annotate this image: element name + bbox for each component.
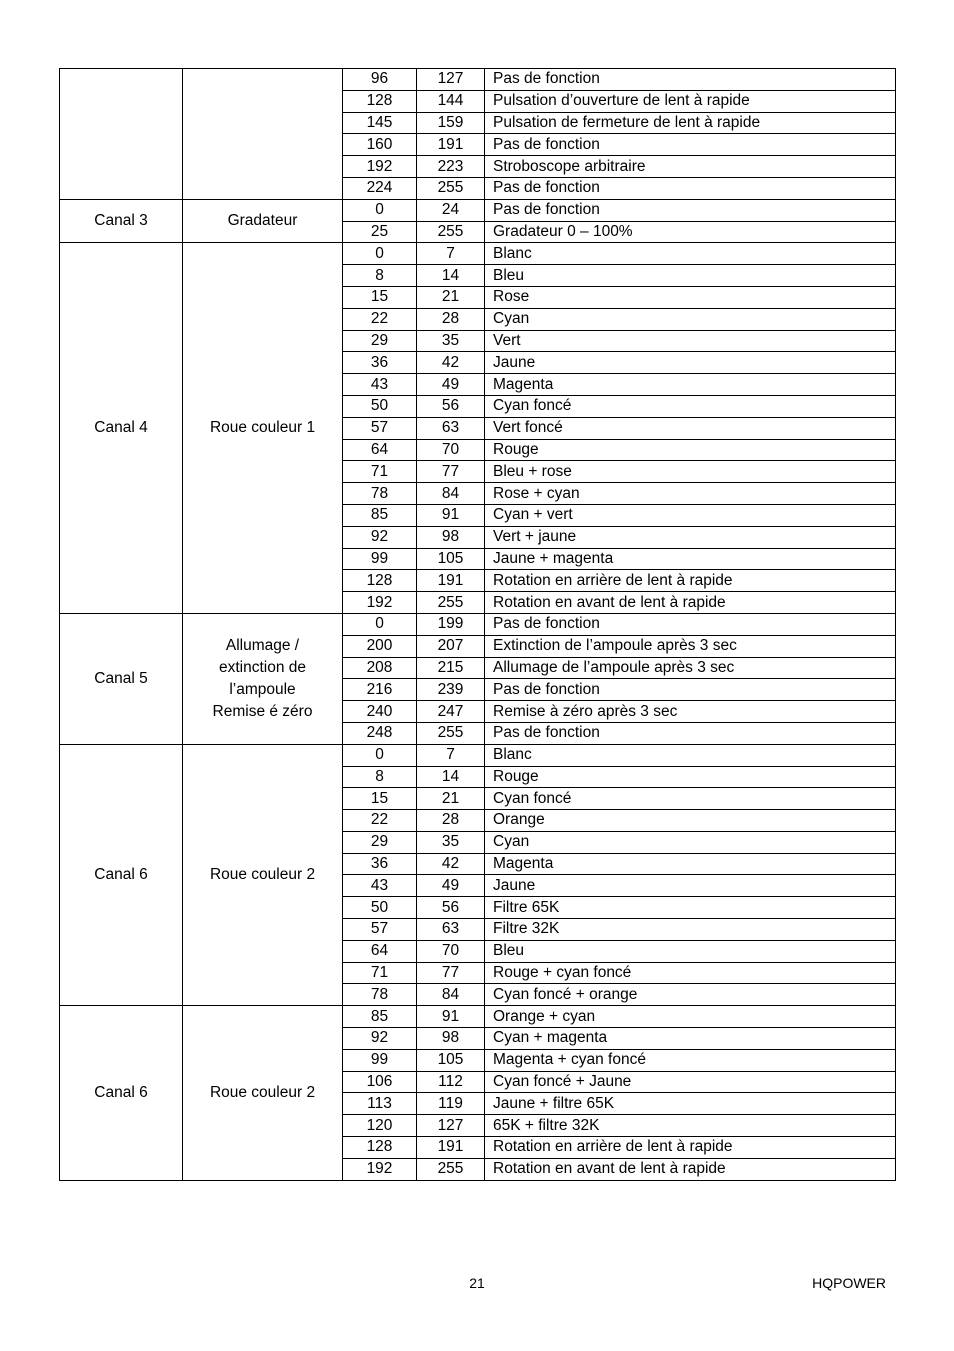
- range-start-cell: 128: [343, 1137, 417, 1159]
- range-end-cell: 255: [417, 722, 485, 744]
- range-end-cell: 56: [417, 395, 485, 417]
- range-start-cell: 160: [343, 134, 417, 156]
- range-end-cell: 63: [417, 417, 485, 439]
- range-end-cell: 191: [417, 134, 485, 156]
- range-start-cell: 25: [343, 221, 417, 243]
- range-start-cell: 64: [343, 940, 417, 962]
- range-start-cell: 145: [343, 112, 417, 134]
- function-cell: [183, 1006, 343, 1180]
- description-cell: Rose: [485, 286, 896, 308]
- function-cell: [183, 199, 343, 243]
- range-start-cell: 50: [343, 897, 417, 919]
- channel-cell: Canal 4: [60, 243, 183, 614]
- table-row: [60, 744, 896, 766]
- range-end-cell: 70: [417, 940, 485, 962]
- range-end-cell: 127: [417, 69, 485, 91]
- table-row: [60, 613, 896, 635]
- range-start-cell: 78: [343, 483, 417, 505]
- range-start-cell: 192: [343, 592, 417, 614]
- range-end-cell: 35: [417, 831, 485, 853]
- description-cell: Rouge: [485, 766, 896, 788]
- dmx-channel-table: [59, 68, 896, 1181]
- description-cell: Blanc: [485, 744, 896, 766]
- range-start-cell: 43: [343, 374, 417, 396]
- range-end-cell: 28: [417, 810, 485, 832]
- function-cell: [183, 69, 343, 200]
- description-cell: Pas de fonction: [485, 134, 896, 156]
- function-line: Roue couleur 1: [209, 419, 316, 437]
- description-cell: Rotation en avant de lent à rapide: [485, 592, 896, 614]
- description-cell: Jaune + magenta: [485, 548, 896, 570]
- description-cell: Rotation en arrière de lent à rapide: [485, 1137, 896, 1159]
- function-line: Allumage /: [225, 636, 300, 654]
- range-start-cell: 8: [343, 265, 417, 287]
- range-end-cell: 105: [417, 548, 485, 570]
- range-end-cell: 105: [417, 1049, 485, 1071]
- description-cell: Vert + jaune: [485, 526, 896, 548]
- description-cell: Pas de fonction: [485, 177, 896, 199]
- description-cell: Gradateur 0 – 100%: [485, 221, 896, 243]
- range-start-cell: 92: [343, 1028, 417, 1050]
- description-cell: Pas de fonction: [485, 199, 896, 221]
- range-end-cell: 98: [417, 526, 485, 548]
- range-start-cell: 0: [343, 744, 417, 766]
- range-end-cell: 255: [417, 1158, 485, 1180]
- table-row: [60, 1006, 896, 1028]
- function-line: Gradateur: [227, 212, 298, 230]
- description-cell: Pas de fonction: [485, 69, 896, 91]
- range-start-cell: 200: [343, 635, 417, 657]
- description-cell: Bleu + rose: [485, 461, 896, 483]
- range-end-cell: 91: [417, 1006, 485, 1028]
- range-end-cell: 247: [417, 701, 485, 723]
- description-cell: Jaune: [485, 352, 896, 374]
- description-cell: Cyan foncé + Jaune: [485, 1071, 896, 1093]
- range-start-cell: 43: [343, 875, 417, 897]
- range-end-cell: 207: [417, 635, 485, 657]
- range-end-cell: 191: [417, 570, 485, 592]
- description-cell: Cyan + vert: [485, 504, 896, 526]
- description-cell: Rose + cyan: [485, 483, 896, 505]
- range-start-cell: 8: [343, 766, 417, 788]
- function-line: Remise é zéro: [212, 702, 313, 720]
- range-start-cell: 71: [343, 461, 417, 483]
- range-end-cell: 77: [417, 962, 485, 984]
- range-start-cell: 216: [343, 679, 417, 701]
- description-cell: Cyan: [485, 308, 896, 330]
- range-start-cell: 22: [343, 810, 417, 832]
- channel-cell: Canal 3: [60, 199, 183, 243]
- description-cell: 65K + filtre 32K: [485, 1115, 896, 1137]
- range-start-cell: 22: [343, 308, 417, 330]
- description-cell: Magenta + cyan foncé: [485, 1049, 896, 1071]
- range-start-cell: 120: [343, 1115, 417, 1137]
- range-start-cell: 92: [343, 526, 417, 548]
- range-end-cell: 255: [417, 177, 485, 199]
- function-line: l’ampoule: [229, 680, 296, 698]
- range-end-cell: 84: [417, 483, 485, 505]
- table-row: [60, 199, 896, 221]
- range-end-cell: 56: [417, 897, 485, 919]
- range-start-cell: 208: [343, 657, 417, 679]
- range-end-cell: 91: [417, 504, 485, 526]
- range-start-cell: 36: [343, 352, 417, 374]
- range-end-cell: 63: [417, 919, 485, 941]
- range-end-cell: 7: [417, 744, 485, 766]
- range-start-cell: 29: [343, 330, 417, 352]
- range-start-cell: 113: [343, 1093, 417, 1115]
- range-start-cell: 57: [343, 919, 417, 941]
- range-start-cell: 192: [343, 1158, 417, 1180]
- range-start-cell: 128: [343, 570, 417, 592]
- range-start-cell: 128: [343, 90, 417, 112]
- function-cell: [183, 613, 343, 744]
- description-cell: Vert: [485, 330, 896, 352]
- channel-cell: Canal 6: [60, 744, 183, 1006]
- description-cell: Pas de fonction: [485, 722, 896, 744]
- range-end-cell: 14: [417, 265, 485, 287]
- range-end-cell: 159: [417, 112, 485, 134]
- range-start-cell: 248: [343, 722, 417, 744]
- range-start-cell: 15: [343, 286, 417, 308]
- description-cell: Jaune: [485, 875, 896, 897]
- range-end-cell: 77: [417, 461, 485, 483]
- function-line: extinction de: [218, 658, 307, 676]
- range-start-cell: 57: [343, 417, 417, 439]
- description-cell: Magenta: [485, 374, 896, 396]
- description-cell: Cyan foncé: [485, 395, 896, 417]
- range-start-cell: 99: [343, 1049, 417, 1071]
- description-cell: Rouge: [485, 439, 896, 461]
- description-cell: Pulsation d’ouverture de lent à rapide: [485, 90, 896, 112]
- range-end-cell: 223: [417, 156, 485, 178]
- range-start-cell: 85: [343, 504, 417, 526]
- range-start-cell: 0: [343, 199, 417, 221]
- range-end-cell: 144: [417, 90, 485, 112]
- description-cell: Blanc: [485, 243, 896, 265]
- range-start-cell: 85: [343, 1006, 417, 1028]
- description-cell: Rotation en arrière de lent à rapide: [485, 570, 896, 592]
- range-end-cell: 98: [417, 1028, 485, 1050]
- range-start-cell: 96: [343, 69, 417, 91]
- range-end-cell: 127: [417, 1115, 485, 1137]
- range-start-cell: 50: [343, 395, 417, 417]
- description-cell: Allumage de l’ampoule après 3 sec: [485, 657, 896, 679]
- range-end-cell: 215: [417, 657, 485, 679]
- range-start-cell: 192: [343, 156, 417, 178]
- range-end-cell: 255: [417, 592, 485, 614]
- range-end-cell: 14: [417, 766, 485, 788]
- description-cell: Cyan: [485, 831, 896, 853]
- description-cell: Orange + cyan: [485, 1006, 896, 1028]
- channel-cell: Canal 6: [60, 1006, 183, 1180]
- range-start-cell: 36: [343, 853, 417, 875]
- description-cell: Filtre 65K: [485, 897, 896, 919]
- description-cell: Pas de fonction: [485, 679, 896, 701]
- description-cell: Cyan + magenta: [485, 1028, 896, 1050]
- range-start-cell: 64: [343, 439, 417, 461]
- description-cell: Vert foncé: [485, 417, 896, 439]
- range-end-cell: 84: [417, 984, 485, 1006]
- description-cell: Filtre 32K: [485, 919, 896, 941]
- description-cell: Magenta: [485, 853, 896, 875]
- description-cell: Bleu: [485, 265, 896, 287]
- range-end-cell: 191: [417, 1137, 485, 1159]
- range-end-cell: 199: [417, 613, 485, 635]
- table-row: [60, 69, 896, 91]
- range-start-cell: 224: [343, 177, 417, 199]
- description-cell: Jaune + filtre 65K: [485, 1093, 896, 1115]
- function-line: Roue couleur 2: [209, 1083, 316, 1101]
- range-end-cell: 42: [417, 853, 485, 875]
- description-cell: Orange: [485, 810, 896, 832]
- range-end-cell: 49: [417, 374, 485, 396]
- range-start-cell: 0: [343, 613, 417, 635]
- description-cell: Rouge + cyan foncé: [485, 962, 896, 984]
- range-end-cell: 70: [417, 439, 485, 461]
- function-cell: [183, 744, 343, 1006]
- range-end-cell: 49: [417, 875, 485, 897]
- range-end-cell: 21: [417, 788, 485, 810]
- range-start-cell: 0: [343, 243, 417, 265]
- range-start-cell: 240: [343, 701, 417, 723]
- dmx-table-body: [60, 69, 896, 1181]
- page-number: 21: [469, 1275, 485, 1291]
- range-start-cell: 29: [343, 831, 417, 853]
- range-end-cell: 42: [417, 352, 485, 374]
- range-start-cell: 78: [343, 984, 417, 1006]
- range-end-cell: 21: [417, 286, 485, 308]
- range-start-cell: 99: [343, 548, 417, 570]
- range-end-cell: 112: [417, 1071, 485, 1093]
- description-cell: Remise à zéro après 3 sec: [485, 701, 896, 723]
- description-cell: Pulsation de fermeture de lent à rapide: [485, 112, 896, 134]
- range-start-cell: 71: [343, 962, 417, 984]
- description-cell: Cyan foncé: [485, 788, 896, 810]
- description-cell: Pas de fonction: [485, 613, 896, 635]
- brand-name: HQPOWER: [812, 1275, 886, 1291]
- description-cell: Bleu: [485, 940, 896, 962]
- range-end-cell: 239: [417, 679, 485, 701]
- channel-cell: Canal 5: [60, 613, 183, 744]
- function-line: Roue couleur 2: [209, 865, 316, 883]
- table-row: [60, 243, 896, 265]
- description-cell: Cyan foncé + orange: [485, 984, 896, 1006]
- range-end-cell: 7: [417, 243, 485, 265]
- description-cell: Stroboscope arbitraire: [485, 156, 896, 178]
- channel-cell: [60, 69, 183, 200]
- range-end-cell: 35: [417, 330, 485, 352]
- range-start-cell: 15: [343, 788, 417, 810]
- description-cell: Extinction de l’ampoule après 3 sec: [485, 635, 896, 657]
- range-end-cell: 255: [417, 221, 485, 243]
- range-start-cell: 106: [343, 1071, 417, 1093]
- range-end-cell: 119: [417, 1093, 485, 1115]
- function-cell: [183, 243, 343, 614]
- range-end-cell: 24: [417, 199, 485, 221]
- description-cell: Rotation en avant de lent à rapide: [485, 1158, 896, 1180]
- range-end-cell: 28: [417, 308, 485, 330]
